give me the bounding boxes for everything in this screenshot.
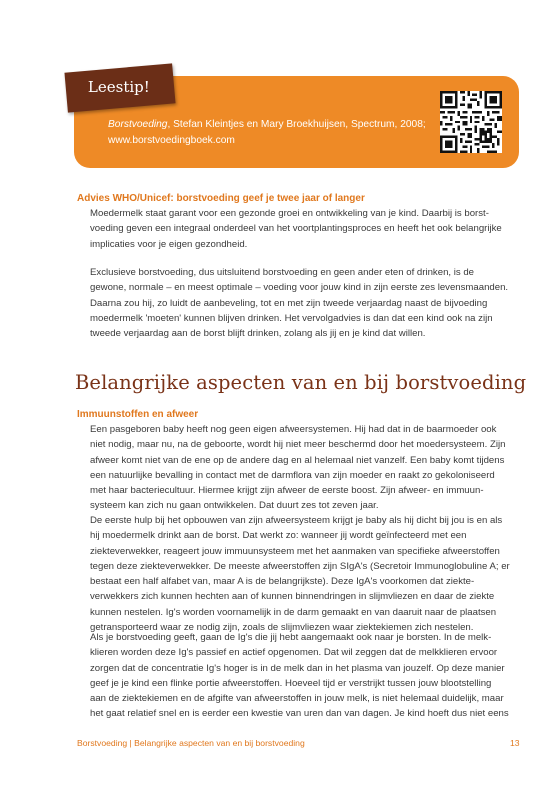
page-number: 13 xyxy=(510,738,520,748)
section-title: Belangrijke aspecten van en bij borstvoeding xyxy=(75,371,527,394)
book-url: www.borstvoedingboek.com xyxy=(108,135,235,146)
advice-paragraph-2: Exclusieve borstvoeding, dus uitsluitend borstvoeding en geen ander eten of drinken, is de gewone, normale – en meest optimale – voeding voor jouw kind in zijn eerste zes levensmaanden. Daarna zou hij, zo luidt de aanbeveling, tot en met zijn tweede verjaardag naast de bijvoeding moedermelk 'moeten' kunnen blijven drinken. Het vervolgadvies is dan dat een kind ook na zijn tweede verjaardag aan de borst blijft drinken, zolang als jij en je kind dat willen. xyxy=(90,267,509,340)
immunity-subheading: Immuunstoffen en afweer xyxy=(77,409,199,420)
qr-code-icon xyxy=(440,91,502,153)
advice-paragraph-1: Moedermelk staat garant voor een gezonde groei en ontwikkeling van je kind. Daarbij is borstvoeding geven een integraal onderdeel van het voortplantingsproces en heeft het ook belangrijke implicaties voor je eigen gezondheid. xyxy=(90,208,502,250)
advice-heading: Advies WHO/Unicef: borstvoeding geef je twee jaar of langer xyxy=(77,193,365,204)
book-details: , Stefan Kleintjes en Mary Broekhuijsen, Spectrum, 2008; xyxy=(167,119,426,130)
immunity-paragraph-3: Als je borstvoeding geeft, gaan de Ig's die jij hebt aangemaakt ook naar je borsten. In de melkklieren worden deze Ig's passief en actief opgenomen. Dat wil zeggen dat de melkklieren ervoor zorgen dat de concentratie Ig's hoger is in de melk dan in het plasma van jouzelf. Op deze manier geef je je kind een flinke portie afweerstoffen. Hoeveel tijd er verstrijkt tussen jouw blootstelling aan de ziektekiemen en de afgifte van afweerstoffen in jouw melk, is niet helemaal duidelijk, maar het gaat relatief snel en is eerder een kwestie van uren dan van dagen. Je kind hoeft dus niet eens xyxy=(90,632,509,720)
page-footer: Borstvoeding | Belangrijke aspecten van en bij borstvoeding xyxy=(77,738,305,748)
book-title: Borstvoeding xyxy=(108,119,168,130)
immunity-paragraph-1: Een pasgeboren baby heeft nog geen eigen afweersystemen. Hij had dat in de baarmoeder ook niet nodig, maar nu, na de geboorte, wordt hij niet meer beschermd door het moedersysteem. Zijn afweer komt niet van de ene op de andere dag en al helemaal niet vanzelf. Een baby komt tijdens een natuurlijke bevalling in contact met de darmflora van zijn moeder en raakt zo gekoloniseerd met haar bacteriecultuur. Hiermee krijgt zijn afweer de eerste boost. Zijn afweer- en immuunsysteem kan zich nu gaan ontwikkelen. Dat duurt zes tot zeven jaar. xyxy=(90,424,506,512)
reading-tip-text xyxy=(108,117,438,149)
reading-tip-label-text: Leestip! xyxy=(87,78,150,97)
immunity-paragraph-2: De eerste hulp bij het opbouwen van zijn afweersysteem krijgt je baby als hij dicht bij jou is en als hij moedermelk drinkt aan de borst. Dat werkt zo: wanneer jij wordt geïnfecteerd met een ziekteverwekker, reageert jouw immuunsysteem met het aanmaken van specifieke afweerstoffen tegen deze ziekteverwekker. De meeste afweerstoffen zijn SIgA's (Secretoir Immunoglobuline A; er bestaat een half alfabet van, maar A is de belangrijkste). Deze IgA's voorkomen dat ziekteverwekkers zich kunnen hechten aan of kunnen binnendringen in slijmvliezen en daar de ziekte kunnen nestelen. Ig's worden voornamelijk in de darm gemaakt en van daaruit naar de plaatsen getransporteerd waar ze nodig zijn, zoals de slijmvliezen waar ziektekiemen zich nestelen. xyxy=(90,515,510,634)
